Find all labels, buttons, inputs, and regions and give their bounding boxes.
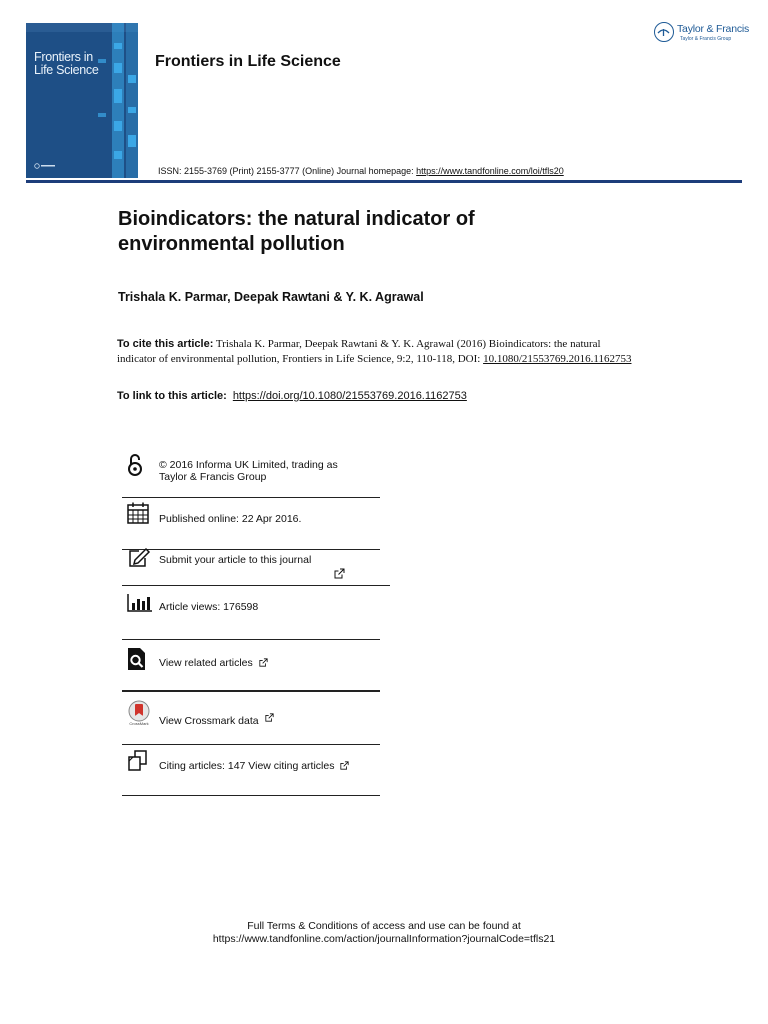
issn-line: [158, 166, 564, 176]
edit-icon: [127, 546, 151, 573]
taylor-francis-logo-icon: [654, 22, 674, 42]
bar-chart-icon: [127, 594, 153, 617]
divider: [122, 690, 380, 692]
article-title-line: environmental pollution: [118, 233, 345, 255]
journal-cover-image: [26, 23, 138, 178]
divider: [122, 497, 380, 498]
citation-block: [117, 337, 637, 367]
article-doi-link[interactable]: https://doi.org/10.1080/21553769.2016.1162753: [232, 390, 467, 402]
external-link-icon[interactable]: [259, 658, 268, 667]
cover-title-line: Frontiers in: [34, 50, 93, 64]
citing-articles-link[interactable]: [159, 760, 349, 772]
divider: [122, 585, 390, 586]
external-link-icon[interactable]: [340, 761, 349, 770]
license-line: © 2016 Informa UK Limited, trading as: [159, 459, 338, 471]
divider: [122, 549, 380, 550]
article-views: Article views: 176598: [159, 601, 259, 613]
issn-text: ISSN: 2155-3769 (Print) 2155-3777 (Online) Journal homepage:: [158, 166, 417, 176]
search-document-icon: [127, 647, 147, 676]
journal-name: Frontiers in Life Science: [155, 53, 341, 70]
related-articles-label[interactable]: View related articles: [159, 657, 253, 669]
external-link-icon[interactable]: [334, 566, 345, 584]
divider: [122, 795, 380, 796]
article-title-line: Bioindicators: the natural indicator of: [118, 208, 475, 230]
citing-documents-icon: [127, 750, 151, 777]
crossmark-icon: [126, 700, 152, 731]
open-access-icon: [127, 452, 143, 483]
cover-publisher-mark: [34, 163, 56, 170]
footer-terms-link[interactable]: https://www.tandfonline.com/action/journalInformation?journalCode=tfls21: [212, 933, 556, 945]
citation-text: Trishala K. Parmar, Deepak Rawtani & Y. K. Agrawal (2016) Bioindicators: the natural indicator of environmental pollution, Frontiers in Life Science, 9:2, 110-118, DOI:: [117, 338, 601, 365]
submit-article-link[interactable]: Submit your article to this journal: [159, 554, 312, 566]
journal-homepage-link[interactable]: https://www.tandfonline.com/loi/tfls20: [416, 166, 564, 176]
published-date: Published online: 22 Apr 2016.: [159, 513, 302, 525]
divider: [122, 744, 380, 745]
publisher-name: Taylor & Francis: [677, 23, 750, 35]
cover-title: [34, 51, 99, 77]
article-title: [118, 207, 638, 257]
divider: [122, 639, 380, 640]
crossmark-label[interactable]: View Crossmark data: [159, 715, 259, 727]
view-related-articles-link[interactable]: [159, 657, 268, 669]
crossmark-icon-label: CrossMark: [129, 721, 149, 726]
citation-doi-link[interactable]: 10.1080/21553769.2016.1162753: [483, 353, 632, 365]
calendar-icon: [127, 502, 149, 529]
link-label: To link to this article:: [117, 390, 227, 402]
license-text: [159, 459, 338, 483]
publisher-subtitle: Taylor & Francis Group: [680, 36, 732, 42]
citing-articles-label[interactable]: Citing articles: 147 View citing articles: [159, 760, 335, 772]
article-authors: Trishala K. Parmar, Deepak Rawtani & Y. K. Agrawal: [118, 290, 424, 304]
header-divider: [26, 180, 742, 183]
citation-label: To cite this article:: [117, 338, 214, 350]
view-crossmark-link[interactable]: [159, 713, 274, 727]
article-link-line: [117, 390, 467, 402]
license-line: Taylor & Francis Group: [159, 471, 267, 483]
cover-title-line: Life Science: [34, 63, 99, 77]
footer-terms-text: Full Terms & Conditions of access and use can be found at: [247, 920, 521, 932]
external-link-icon[interactable]: [265, 713, 274, 722]
footer-terms: [0, 920, 768, 946]
